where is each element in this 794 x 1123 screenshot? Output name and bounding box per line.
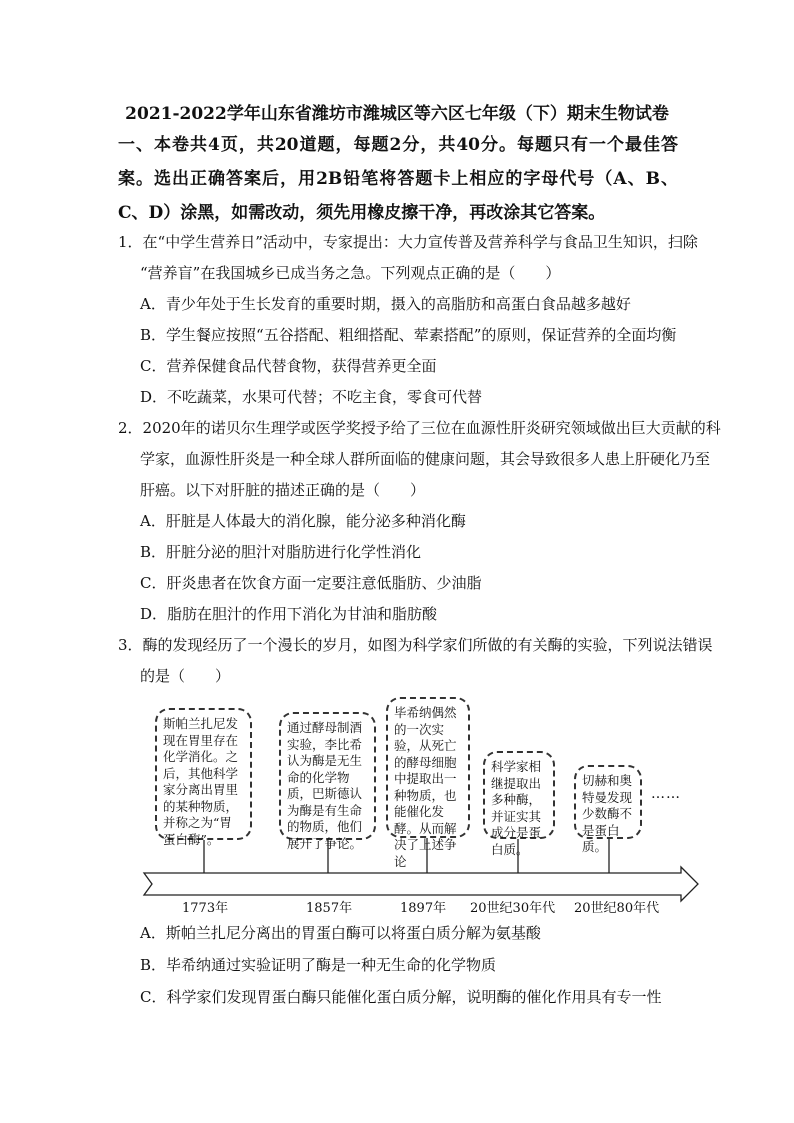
question-3-option-a: A．斯帕兰扎尼分离出的胃蛋白酶可以将蛋白质分解为氨基酸 xyxy=(140,924,541,942)
question-2-option-d: D．脂肪在胆汁的作用下消化为甘油和脂肪酸 xyxy=(140,605,438,623)
question-3-stem-line-2: 的是（ ） xyxy=(140,667,231,685)
year-label-1897: 1897年 xyxy=(400,901,447,916)
section-instructions: 一、本卷共4页，共20道题，每题2分，共40分。每题只有一个最佳答案。选出正确答案后，用2B铅笔将答题卡上相应的字母代号（A、B、C、D）涂黑，如需改动，须先用橡皮擦干净，再改涂其它答案。 xyxy=(118,135,678,223)
question-1-stem-line-2: “营养盲”在我国城乡已成当务之急。下列观点正确的是（ ） xyxy=(140,264,561,282)
question-2-option-c: C．肝炎患者在饮食方面一定要注意低脂肪、少油脂 xyxy=(140,574,482,592)
question-2-option-b: B．肝脏分泌的胆汁对脂肪进行化学性消化 xyxy=(140,543,422,561)
year-label-1930s: 20世纪30年代 xyxy=(470,901,556,916)
question-2-option-a: A．肝脏是人体最大的消化腺，能分泌多种消化酶 xyxy=(140,512,466,530)
question-1-option-b: B．学生餐应按照“五谷搭配、粗细搭配、荤素搭配”的原则，保证营养的全面均衡 xyxy=(140,326,677,344)
question-2-stem-line-2: 学家，血源性肝炎是一种全球人群所面临的健康问题，其会导致很多人患上肝硬化乃至 xyxy=(140,450,711,468)
question-1-option-a: A．青少年处于生长发育的重要时期，摄入的高脂肪和高蛋白食品越多越好 xyxy=(140,295,631,313)
question-3-stem-line-1: 3．酶的发现经历了一个漫长的岁月，如图为科学家们所做的有关酶的实验，下列说法错误 xyxy=(118,636,713,654)
year-label-1857: 1857年 xyxy=(306,901,353,916)
event-box-1773: 斯帕兰扎尼发现在胃里存在化学消化。之后，其他科学家分离出胃里的某种物质，并称之为“胃蛋白酶”。 xyxy=(155,708,252,840)
year-label-1773: 1773年 xyxy=(182,901,229,916)
event-box-1930s: 科学家相继提取出多种酶，并证实其成分是蛋白质。 xyxy=(483,751,555,839)
question-2-stem-line-1: 2．2020年的诺贝尔生理学或医学奖授予给了三位在血源性肝炎研究领域做出巨大贡献的科 xyxy=(118,419,721,437)
question-1-option-d: D．不吃蔬菜，水果可代替；不吃主食，零食可代替 xyxy=(140,388,483,406)
event-box-1897: 毕希纳偶然的一次实验，从死亡的酵母细胞中提取出一种物质，也能催化发酵。从而解决了上述争论 xyxy=(386,697,470,838)
year-label-1980s: 20世纪80年代 xyxy=(574,901,660,916)
question-3-option-b: B．毕希纳通过实验证明了酶是一种无生命的化学物质 xyxy=(140,956,497,974)
question-1-option-c: C．营养保健食品代替食物，获得营养更全面 xyxy=(140,357,437,375)
question-2-stem-line-3: 肝癌。以下对肝脏的描述正确的是（ ） xyxy=(140,481,426,499)
timeline-ellipsis: …… xyxy=(651,786,681,802)
event-box-1980s: 切赫和奥特曼发现少数酶不是蛋白质。 xyxy=(574,765,642,839)
exam-title: 2021-2022学年山东省潍坊市潍城区等六区七年级（下）期末生物试卷 xyxy=(125,104,669,124)
question-3-option-c: C．科学家们发现胃蛋白酶只能催化蛋白质分解，说明酶的催化作用具有专一性 xyxy=(140,988,662,1006)
event-box-1857: 通过酵母制酒实验，李比希认为酶是无生命的化学物质，巴斯德认为酶是有生命的物质，他们展开了争论。 xyxy=(279,712,376,840)
question-1-stem-line-1: 1．在“中学生营养日”活动中，专家提出：大力宣传普及营养科学与食品卫生知识，扫除 xyxy=(118,233,698,251)
timeline-arrow xyxy=(144,867,698,901)
